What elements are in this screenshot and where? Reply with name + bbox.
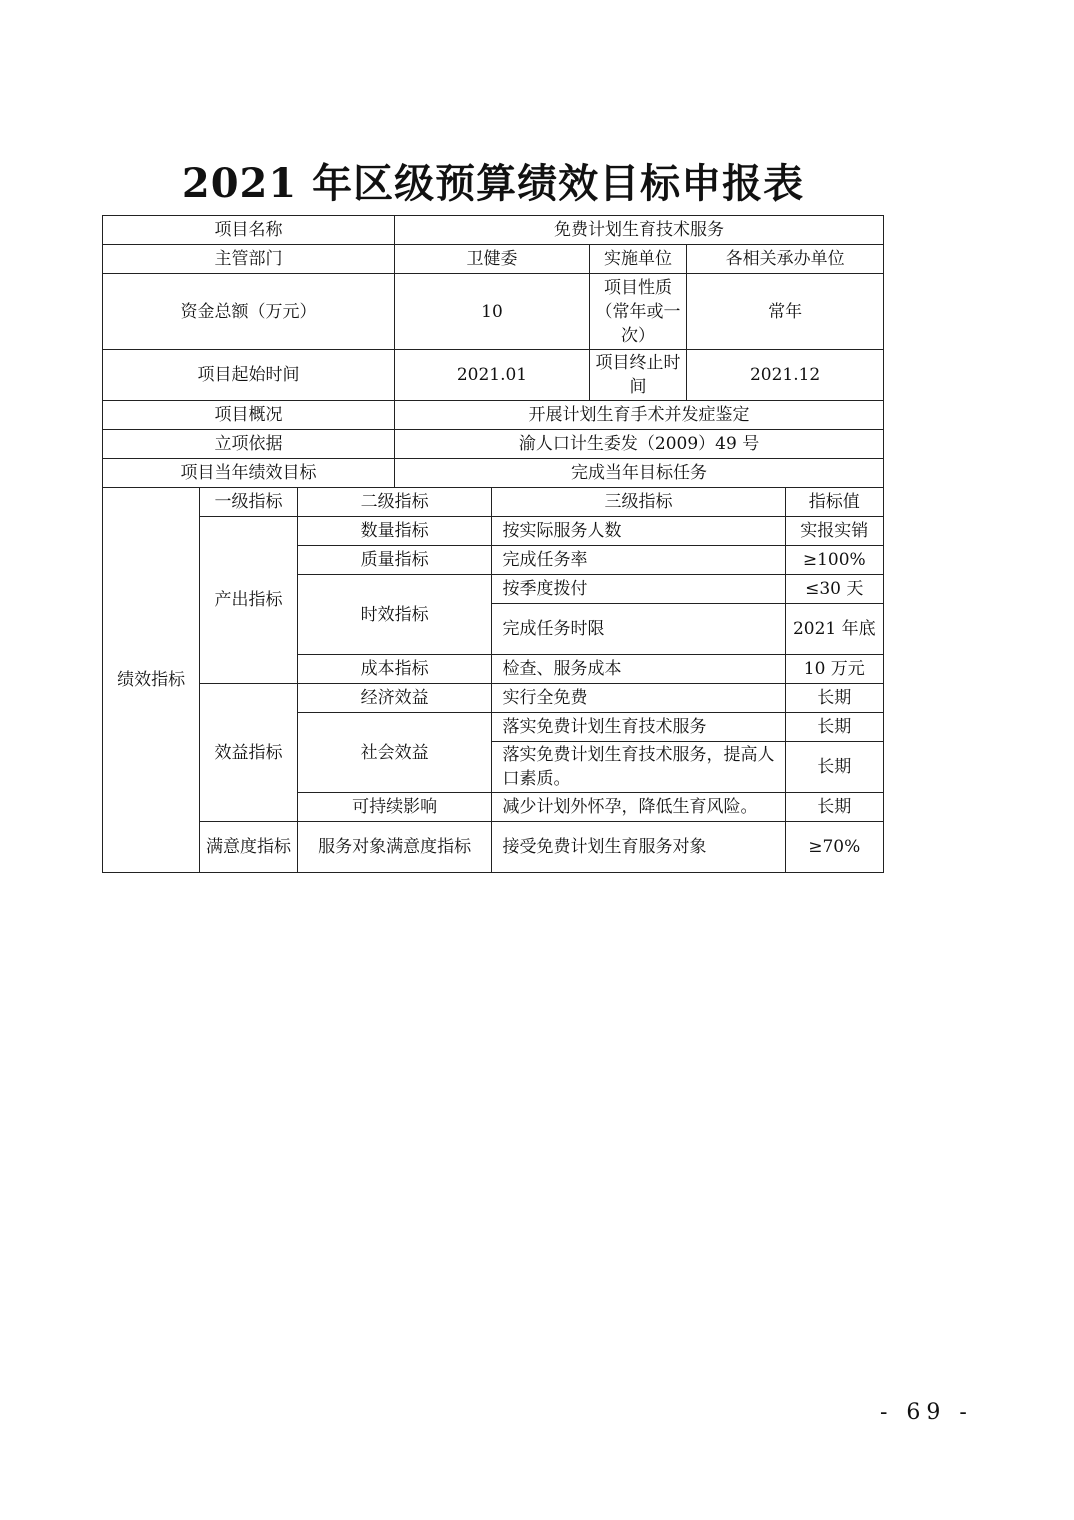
project-name-label: 项目名称 [103,216,395,245]
header-l1: 一级指标 [200,488,297,517]
l3-cell: 落实免费计划生育技术服务，提高人口素质。 [492,742,785,793]
table-row [103,430,884,459]
l3-cell: 按实际服务人数 [492,517,785,546]
goal-value: 完成当年目标任务 [395,459,884,488]
fund-label: 资金总额（万元） [103,274,395,350]
header-l3: 三级指标 [492,488,785,517]
header-l2: 二级指标 [297,488,492,517]
start-label: 项目起始时间 [103,350,395,401]
l2-cell: 成本指标 [297,655,492,684]
basis-label: 立项依据 [103,430,395,459]
table-row [103,350,884,401]
table-row [103,216,884,245]
value-cell: 10 万元 [785,655,883,684]
value-cell: 长期 [785,793,883,822]
value-cell: 2021 年底 [785,604,883,655]
value-cell: ≥70% [785,822,883,873]
l3-cell: 完成任务率 [492,546,785,575]
value-cell: 长期 [785,713,883,742]
l3-cell: 接受免费计划生育服务对象 [492,822,785,873]
end-value: 2021.12 [687,350,884,401]
table-row [103,822,884,873]
l2-cell: 数量指标 [297,517,492,546]
table-row [103,401,884,430]
l2-cell: 社会效益 [297,713,492,793]
value-cell: 长期 [785,684,883,713]
dept-value: 卫健委 [395,245,590,274]
l2-cell: 可持续影响 [297,793,492,822]
table-row [103,245,884,274]
start-value: 2021.01 [395,350,590,401]
page-title: 2021 年区级预算绩效目标申报表 [181,160,805,207]
nature-label: 项目性质（常年或一次） [589,274,686,350]
header-value: 指标值 [785,488,883,517]
fund-value: 10 [395,274,590,350]
l2-cell: 质量指标 [297,546,492,575]
end-label: 项目终止时间 [589,350,686,401]
goal-label: 项目当年绩效目标 [103,459,395,488]
l3-cell: 落实免费计划生育技术服务 [492,713,785,742]
value-cell: ≥100% [785,546,883,575]
l3-cell: 减少计划外怀孕，降低生育风险。 [492,793,785,822]
nature-value: 常年 [687,274,884,350]
basis-value: 渝人口计生委发（2009）49 号 [395,430,884,459]
l2-cell: 时效指标 [297,575,492,655]
satisfaction-label: 满意度指标 [200,822,297,873]
output-label: 产出指标 [200,517,297,684]
value-cell: ≤30 天 [785,575,883,604]
l3-cell: 实行全免费 [492,684,785,713]
section-label: 绩效指标 [103,488,200,873]
overview-value: 开展计划生育手术并发症鉴定 [395,401,884,430]
project-name-value: 免费计划生育技术服务 [395,216,884,245]
table-row [103,274,884,350]
dept-label: 主管部门 [103,245,395,274]
l3-cell: 完成任务时限 [492,604,785,655]
l3-cell: 按季度拨付 [492,575,785,604]
table-row [103,459,884,488]
benefit-label: 效益指标 [200,684,297,822]
budget-performance-table [102,215,884,873]
l2-cell: 经济效益 [297,684,492,713]
table-row [103,684,884,713]
value-cell: 长期 [785,742,883,793]
table-row [103,488,884,517]
l2-cell: 服务对象满意度指标 [297,822,492,873]
l3-cell: 检查、服务成本 [492,655,785,684]
overview-label: 项目概况 [103,401,395,430]
impl-unit-value: 各相关承办单位 [687,245,884,274]
page-number: - 69 - [880,1400,973,1425]
value-cell: 实报实销 [785,517,883,546]
table-row [103,517,884,546]
impl-unit-label: 实施单位 [589,245,686,274]
